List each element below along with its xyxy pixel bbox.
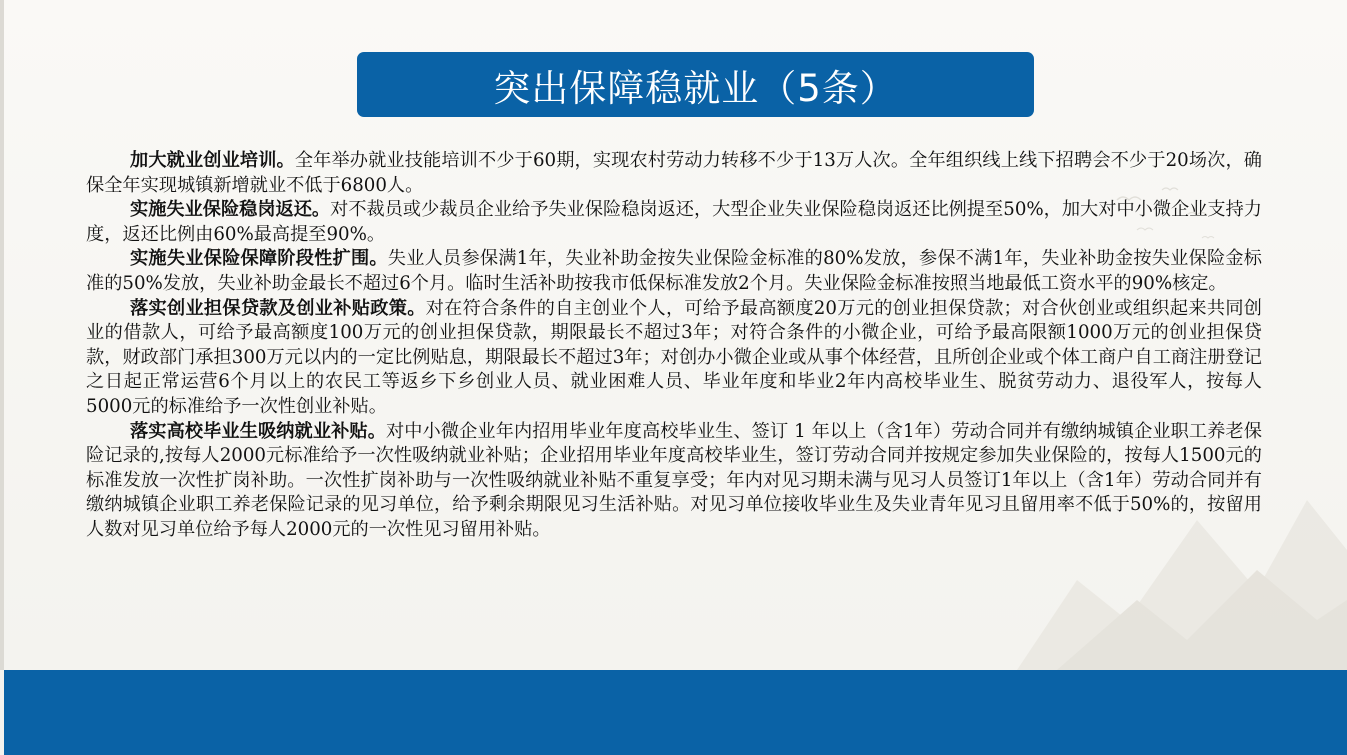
title-banner xyxy=(357,52,1034,117)
paragraph-heading: 落实创业担保贷款及创业补贴政策。 xyxy=(130,297,426,319)
policy-paragraph xyxy=(86,247,1262,296)
policy-paragraph xyxy=(86,149,1262,198)
left-edge-strip xyxy=(0,0,4,670)
policy-paragraph xyxy=(86,420,1262,543)
policy-paragraph xyxy=(86,297,1262,420)
paragraph-heading: 实施失业保险保障阶段性扩围。 xyxy=(130,248,388,270)
paragraph-body: 对中小微企业年内招用毕业年度高校毕业生、签订 1 年以上（含1年）劳动合同并有缴纳城镇企业职工养老保险记录的,按每人2000元标准给予一次性吸纳就业补贴；企业招用毕业年度高校毕业生，签订劳动合同并按规定参加失业保险的，按每人1500元的标准发放一次性扩岗补助。一次性扩岗补助与一次性吸纳就业补贴不重复享受；年内对见习期未满与见习人员签订1年以上（含1年）劳动合同并有缴纳城镇企业职工养老保险记录的见习单位，给予剩余期限见习生活补贴。对见习单位接收毕业生及失业青年见习且留用率不低于50%的，按留用人数对见习单位给予每人2000元的一次性见习留用补贴。 xyxy=(86,420,1262,540)
policy-paragraph xyxy=(86,198,1262,247)
paragraph-heading: 加大就业创业培训。 xyxy=(130,150,295,171)
footer-bar xyxy=(4,670,1347,755)
paragraph-heading: 落实高校毕业生吸纳就业补贴。 xyxy=(130,420,386,442)
paragraph-body: 对不裁员或少裁员企业给予失业保险稳岗返还，大型企业失业保险稳岗返还比例提至50%，加大对中小微企业支持力度，返还比例由60%最高提至90%。 xyxy=(86,199,1262,245)
paragraph-body: 全年举办就业技能培训不少于60期，实现农村劳动力转移不少于13万人次。全年组织线上线下招聘会不少于20场次，确保全年实现城镇新增就业不低于6800人。 xyxy=(86,150,1262,196)
page-title: 突出保障稳就业（5条） xyxy=(493,66,898,110)
policy-content xyxy=(86,149,1262,543)
paragraph-body: 对在符合条件的自主创业个人，可给予最高额度20万元的创业担保贷款；对合伙创业或组织起来共同创业的借款人，可给予最高额度100万元的创业担保贷款，期限最长不超过3年；对符合条件的小微企业，可给予最高限额1000万元的创业担保贷款，财政部门承担300万元以内的一定比例贴息，期限最长不超过3年；对创办小微企业或从事个体经营，且所创企业或个体工商户自工商注册登记之日起正常运营6个月以上的农民工等返乡下乡创业人员、就业困难人员、毕业年度和毕业2年内高校毕业生、脱贫劳动力、退役军人，按每人5000元的标准给予一次性创业补贴。 xyxy=(86,297,1262,417)
paragraph-heading: 实施失业保险稳岗返还。 xyxy=(130,199,331,221)
paragraph-body: 失业人员参保满1年，失业补助金按失业保险金标准的80%发放，参保不满1年，失业补助金按失业保险金标准的50%发放，失业补助金最长不超过6个月。临时生活补助按我市低保标准发放2个月。失业保险金标准按照当地最低工资水平的90%核定。 xyxy=(86,248,1262,294)
